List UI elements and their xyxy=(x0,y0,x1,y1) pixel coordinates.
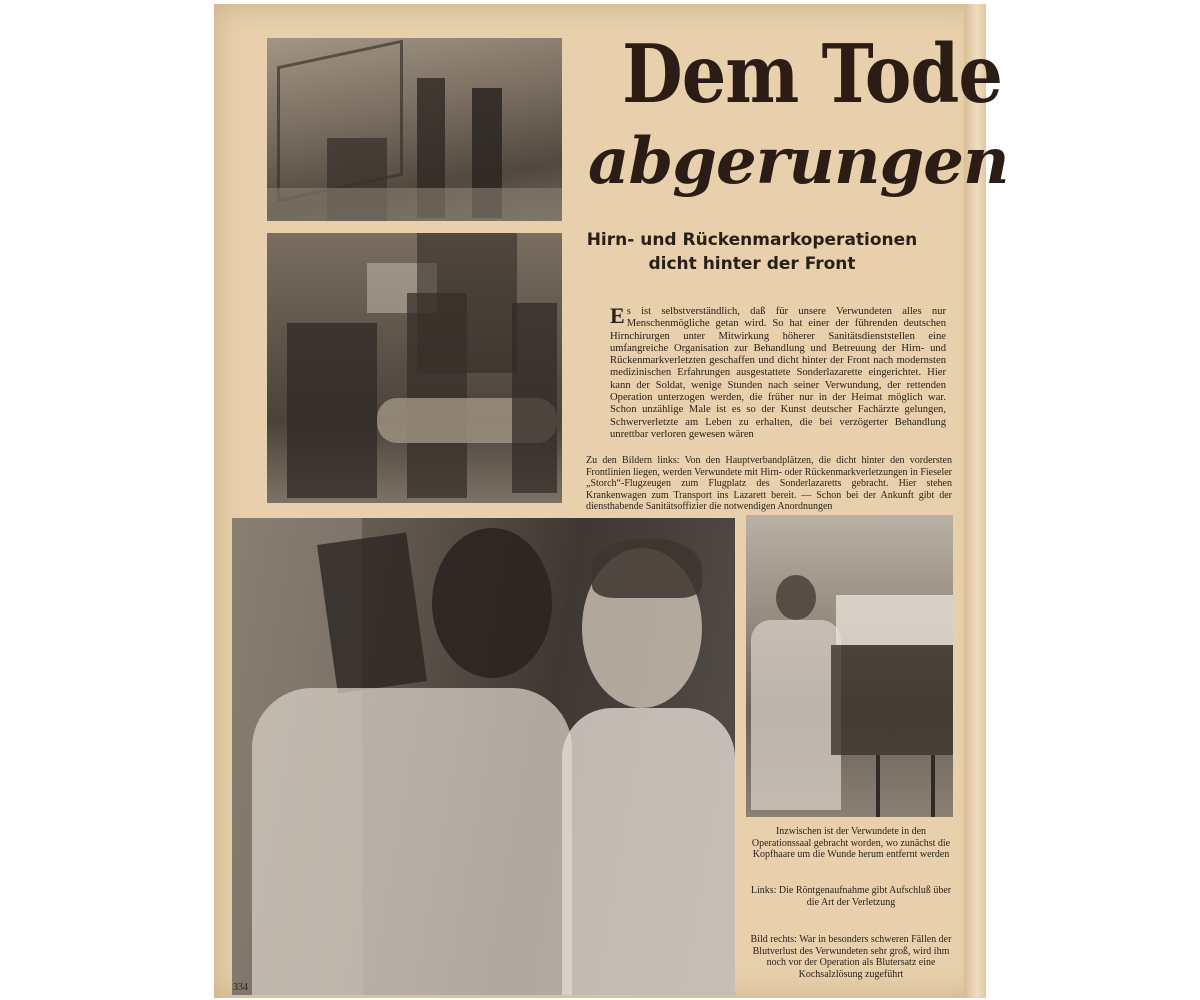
article-title-line1: Dem Tode xyxy=(622,26,1002,122)
caption-saline: Bild rechts: War in besonders schweren Fällen der Blutverlust des Verwundeten sehr groß, wird ihm noch vor der Operation als Blutersatz eine Kochsalzlösung zugeführt xyxy=(750,934,952,980)
page-number: 334 xyxy=(233,982,248,993)
caption-xray: Links: Die Röntgenaufnahme gibt Aufschluß über die Art der Verletzung xyxy=(750,885,952,908)
photo-xray-review xyxy=(232,518,735,995)
article-title-line2: abgerungen xyxy=(588,124,1009,199)
subtitle-line2: dicht hinter der Front xyxy=(648,254,856,274)
photo-airplane-unloading xyxy=(267,38,562,221)
intro-text: s ist selbstverständlich, daß für unsere Verwundeten alles nur Menschenmögliche getan wird. So hat einer der führenden deutschen Hirnchirurgen unter Mitwirkung höherer Sanitätsdienststellen eine umfangreiche Organisation zur Behandlung und Betreuung der Hirn- und Rückenmarkverletzten geschaffen und dicht hinter der Front nach modernsten medizinischen Erfahrungen ausgestattete Sonderlazarette eingerichtet. Hier kann der Soldat, wenige Stunden nach seiner Verwundung, der rettenden Operation unterzogen werden, die früher nur in der Heimat möglich war. Schon unzählige Male ist es so der Kunst deutscher Fachärzte gelungen, Schwerverletzte am Leben zu erhalten, die bei verzögerter Behandlung unrettbar verloren gewesen wären xyxy=(610,306,946,440)
photo-stretcher-carry xyxy=(267,233,562,503)
caption-photos-left: Zu den Bildern links: Von den Hauptverbandplätzen, die dicht hinter den vordersten Frontlinien liegen, werden Verwundete mit Hirn- oder Rückenmarkverletzungen in Fieseler „Storch“-Flugzeugen zum Flugplatz des Sonderlazaretts gebracht. Hier stehen Krankenwagen zum Transport ins Lazarett bereit. — Schon bei der Ankunft gibt der diensthabende Sanitätsoffizier die notwendigen Anordnungen xyxy=(586,455,952,513)
photo-operating-table xyxy=(746,515,953,817)
intro-dropcap: E xyxy=(610,303,625,328)
caption-operating-room: Inzwischen ist der Verwundete in den Operationssaal gebracht worden, wo zunächst die Kopfhaare um die Wunde herum entfernt werden xyxy=(751,826,951,861)
article-subtitle xyxy=(582,228,922,276)
subtitle-line1: Hirn- und Rückenmarkoperationen xyxy=(586,230,918,250)
article-intro xyxy=(610,303,946,441)
